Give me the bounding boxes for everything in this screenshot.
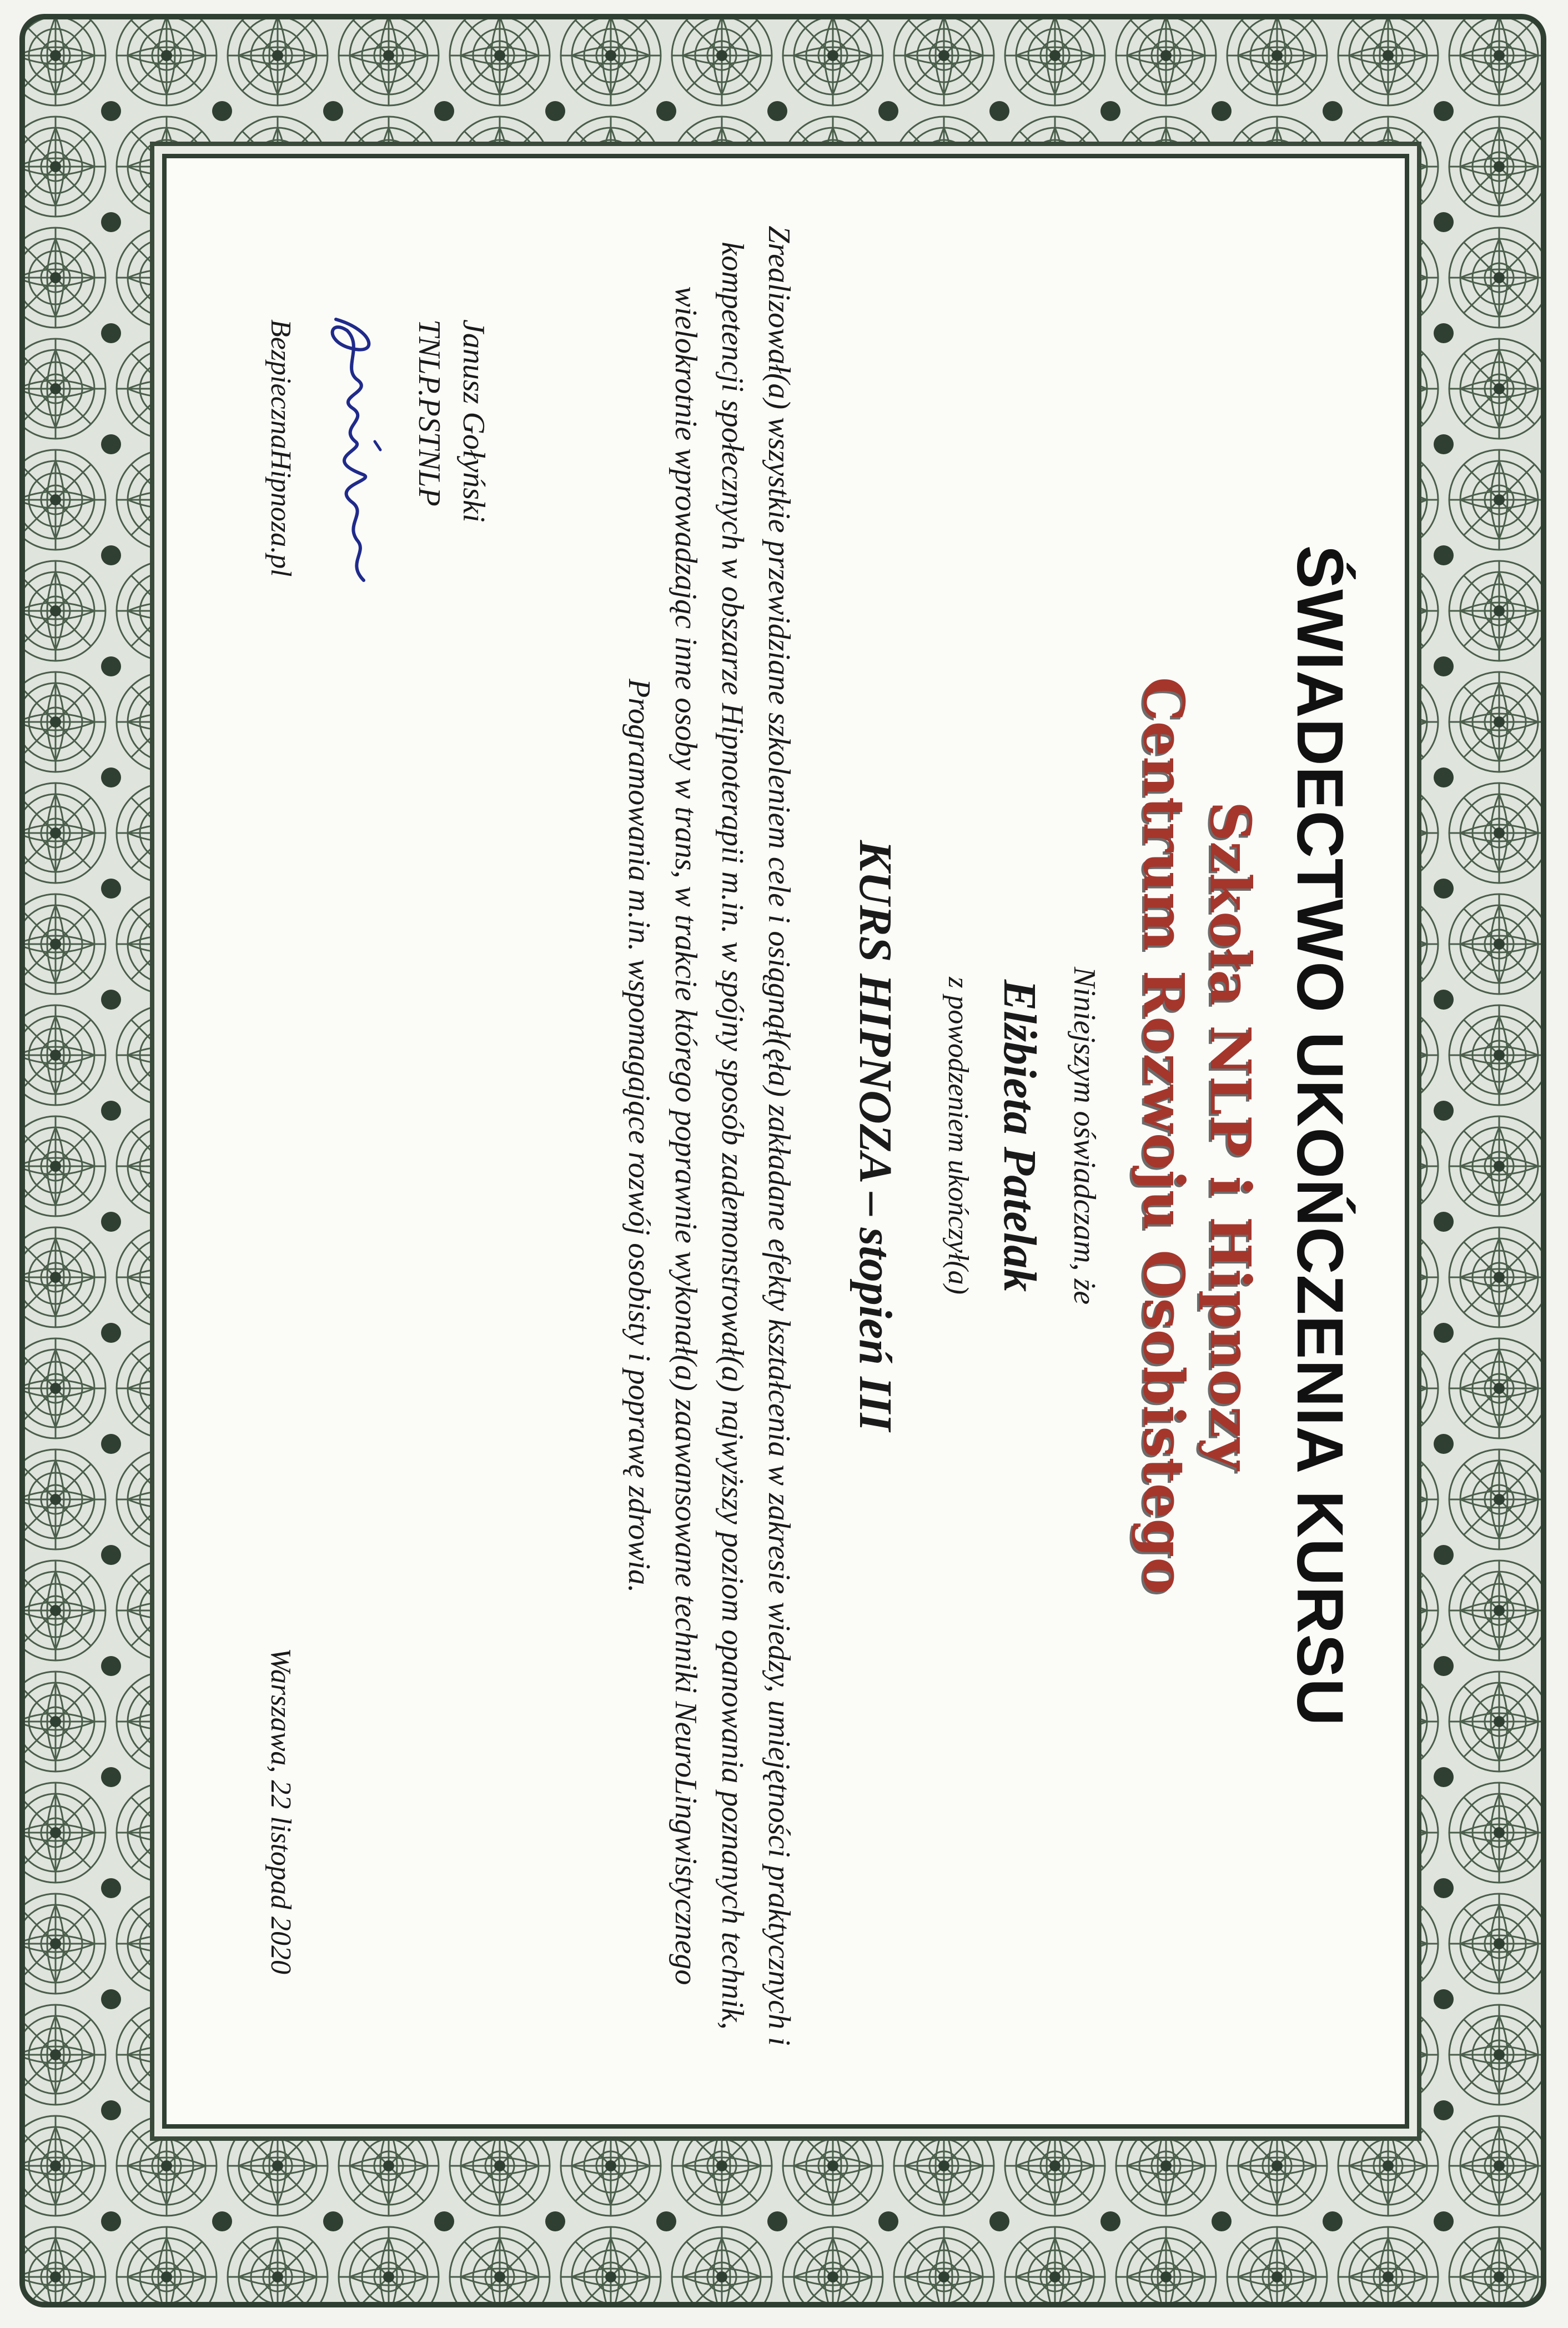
school-name-line2: Centrum Rozwoju Osobistego xyxy=(1131,677,1197,1594)
website: BezpiecznaHipnoza.pl xyxy=(265,319,296,577)
completed-text: z powodzeniem ukończył(a) xyxy=(942,977,974,1295)
signer-name: Janusz Gołyński xyxy=(456,319,491,523)
signer-organization: TNLP.PSTNLP xyxy=(412,319,446,506)
school-name-line1: Szkoła NLP i Hipnozy xyxy=(1198,801,1263,1471)
intro-text: Niniejszym oświadczam, że xyxy=(1067,966,1102,1305)
recipient-name: Elżbieta Patelak xyxy=(994,979,1046,1292)
certificate-content xyxy=(164,153,1402,2119)
certificate-body: Zrealizował(a) wszystkie przewidziane szkoleniem cele i osiągnął(ęła) zakładane efekty kształcenia w zakresie wiedzy, umiejętności praktycznych i kompetencji społecznych w obszarze Hipnoterapii m.in. w spójny sposób zademonstrował(a) najwyższy poziom opanowania poznanych technik, wielokrotnie wprowadzając inne osoby w trans, w trakcie którego poprawnie wykonał(a) zaawansowane techniki NeuroLingwistycznego Programowania m.in. wspomagające rozwój osobisty i poprawę zdrowia. xyxy=(622,225,796,2046)
course-name: KURS HIPNOZA – stopień III xyxy=(850,840,901,1432)
handwritten-signature xyxy=(303,308,397,597)
place-and-date: Warszawa, 22 listopad 2020 xyxy=(265,1648,296,1974)
certificate-title: ŚWIADECTWO UKOŃCZENIA KURSU xyxy=(1283,545,1356,1727)
